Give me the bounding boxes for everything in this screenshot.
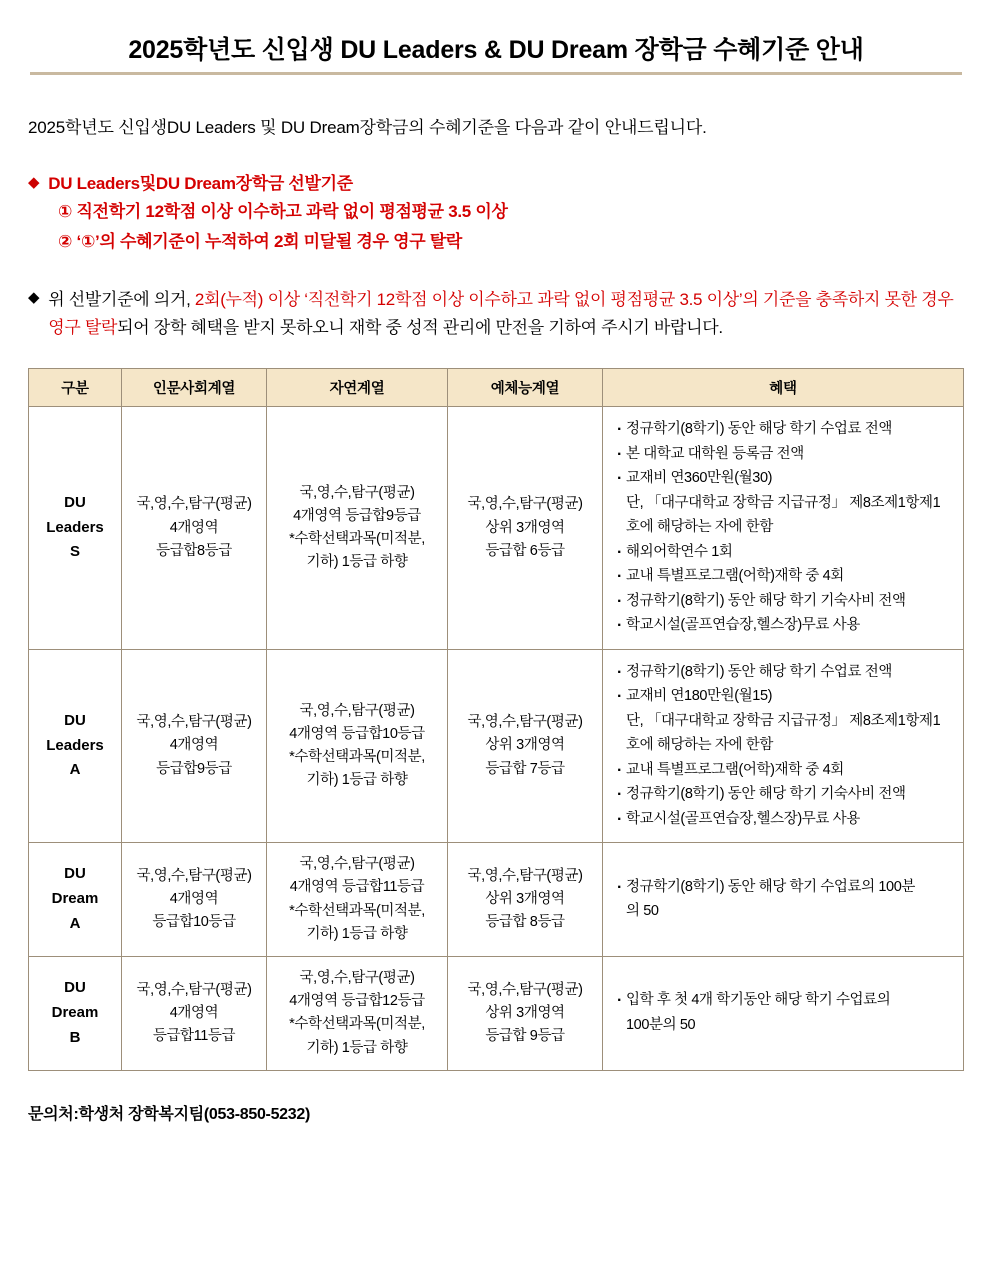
criteria-line: 국,영,수,탐구(평균)	[299, 856, 415, 873]
benefit-item-cont: 호에 해당하는 자에 한함	[626, 519, 773, 536]
table-row	[29, 843, 964, 957]
criteria-line: 국,영,수,탐구(평균)	[299, 484, 415, 501]
benefit-item-cont: 의 50	[626, 903, 659, 920]
benefit-item: · 정규학기(8학기) 동안 해당 학기 기숙사비 전액	[615, 590, 951, 613]
cell-humanities	[122, 843, 267, 957]
table-row	[29, 956, 964, 1070]
criteria-line: 국,영,수,탐구(평균)	[299, 969, 415, 986]
division-line: Dream	[51, 890, 99, 908]
benefit-item-cont: 단, 「대구대학교 장학금 지급규정」 제8조제1항제1	[626, 712, 941, 729]
section2-row	[28, 286, 964, 342]
criteria-line: 4개영역 등급합12등급	[289, 993, 425, 1010]
criteria-line: 국,영,수,탐구(평균)	[136, 714, 252, 731]
cell-arts	[448, 649, 603, 842]
diamond-bullet-icon: ◆	[28, 173, 40, 191]
header-humanities: 인문사회계열	[122, 369, 267, 407]
criteria-line: 국,영,수,탐구(평균)	[136, 867, 252, 884]
criteria-line: 국,영,수,탐구(평균)	[136, 496, 252, 513]
section1-heading: DU Leaders및DU Dream장학금 선발기준	[48, 173, 353, 193]
criteria-line: 국,영,수,탐구(평균)	[136, 981, 252, 998]
cell-natural	[267, 649, 448, 842]
cell-arts	[448, 956, 603, 1070]
division-line: A	[69, 914, 81, 932]
table-row	[29, 407, 964, 649]
benefit-item: · 입학 후 첫 4개 학기동안 해당 학기 수업료의	[615, 989, 951, 1012]
benefit-item-cont: 단, 「대구대학교 장학금 지급규정」 제8조제1항제1	[626, 494, 941, 511]
section2-highlight: 2회(누적) 이상 ‘직전학기 12학점 이상 이수하고 과락 없이 평점평균 3.5 이상’의 기준을 충족하지 못한 경우 영구 탈락	[48, 290, 954, 338]
cell-benefits	[603, 956, 964, 1070]
cell-natural	[267, 843, 448, 957]
division-line: DU	[64, 865, 86, 883]
cell-arts	[448, 843, 603, 957]
cell-division	[29, 843, 122, 957]
section1-item-1: ① 직전학기 12학점 이상 이수하고 과락 없이 평점평균 3.5 이상	[58, 201, 508, 221]
section2-text	[48, 286, 964, 342]
benefit-item: · 학교시설(골프연습장,헬스장)무료 사용	[615, 808, 951, 831]
cell-benefits	[603, 649, 964, 842]
benefit-item: · 교재비 연360만원(월30)	[615, 467, 951, 490]
criteria-line: 국,영,수,탐구(평균)	[467, 496, 583, 513]
section1-heading-row	[28, 171, 964, 197]
criteria-line: 4개영역	[169, 519, 219, 536]
cell-humanities	[122, 407, 267, 649]
contact-footer: 문의처:학생처 장학복지팀(053-850-5232)	[28, 1105, 310, 1123]
title-block	[30, 30, 962, 75]
page-title: 2025학년도 신입생 DU Leaders & DU Dream 장학금 수혜기준 안내	[128, 36, 864, 64]
division-line: A	[69, 761, 81, 779]
criteria-line: 상위 3개영역	[485, 1004, 565, 1021]
cell-humanities	[122, 649, 267, 842]
criteria-line: 등급합11등급	[152, 1027, 236, 1044]
header-division: 구분	[29, 369, 122, 407]
benefit-item: · 정규학기(8학기) 동안 해당 학기 기숙사비 전액	[615, 783, 951, 806]
header-arts: 예체능계열	[448, 369, 603, 407]
criteria-line: 등급합9등급	[156, 760, 232, 777]
benefit-item: · 해외어학연수 1회	[615, 541, 951, 564]
cell-division	[29, 956, 122, 1070]
criteria-line: 4개영역	[169, 737, 219, 754]
benefit-item: · 정규학기(8학기) 동안 해당 학기 수업료 전액	[615, 418, 951, 441]
cell-natural	[267, 407, 448, 649]
cell-arts	[448, 407, 603, 649]
criteria-line: *수학선택과목(미적분,	[289, 1016, 425, 1033]
cell-natural	[267, 956, 448, 1070]
criteria-line: 국,영,수,탐구(평균)	[299, 702, 415, 719]
benefit-item-cont: 100분의 50	[626, 1016, 696, 1033]
section2-part3: 되어 장학 혜택을 받지 못하오니 재학 중 성적 관리에 만전을 기하여 주시기 바랍니다.	[117, 318, 723, 338]
criteria-line: *수학선택과목(미적분,	[289, 902, 425, 919]
cell-division	[29, 407, 122, 649]
benefit-item: · 교내 특별프로그램(어학)재학 중 4회	[615, 565, 951, 588]
division-line: S	[69, 543, 80, 561]
criteria-line: 등급합 7등급	[485, 760, 565, 777]
criteria-line: 상위 3개영역	[485, 737, 565, 754]
intro-paragraph: 2025학년도 신입생DU Leaders 및 DU Dream장학금의 수혜기준을 다음과 같이 안내드립니다.	[28, 118, 707, 137]
section1-item-2: ② ‘①’의 수혜기준이 누적하여 2회 미달될 경우 영구 탈락	[58, 231, 463, 251]
criteria-line: *수학선택과목(미적분,	[289, 531, 425, 548]
table-header-row	[29, 369, 964, 407]
criteria-line: 등급합8등급	[156, 542, 232, 559]
criteria-line: 기하) 1등급 하향	[306, 554, 408, 571]
criteria-line: 4개영역 등급합11등급	[289, 879, 425, 896]
cell-benefits	[603, 843, 964, 957]
division-line: B	[69, 1028, 81, 1046]
division-line: Leaders	[46, 518, 104, 536]
cell-benefits	[603, 407, 964, 649]
criteria-line: 국,영,수,탐구(평균)	[467, 867, 583, 884]
criteria-line: 상위 3개영역	[485, 890, 565, 907]
division-line: DU	[64, 979, 86, 997]
benefit-item: · 정규학기(8학기) 동안 해당 학기 수업료의 100분	[615, 876, 951, 899]
header-benefits: 혜택	[603, 369, 964, 407]
table-row	[29, 649, 964, 842]
criteria-line: 기하) 1등급 하향	[306, 772, 408, 789]
division-line: DU	[64, 711, 86, 729]
criteria-line: 등급합 6등급	[485, 542, 565, 559]
section-disqualification-notice	[28, 286, 964, 342]
criteria-line: 등급합10등급	[152, 914, 236, 931]
section-selection-criteria	[28, 171, 964, 257]
criteria-line: 기하) 1등급 하향	[306, 1039, 408, 1056]
criteria-line: 국,영,수,탐구(평균)	[467, 714, 583, 731]
benefit-item: · 학교시설(골프연습장,헬스장)무료 사용	[615, 614, 951, 637]
cell-humanities	[122, 956, 267, 1070]
benefit-item-cont: 호에 해당하는 자에 한함	[626, 737, 773, 754]
criteria-line: 4개영역 등급합10등급	[289, 725, 425, 742]
benefit-item: · 교재비 연180만원(월15)	[615, 685, 951, 708]
diamond-bullet-icon-2: ◆	[28, 289, 40, 307]
benefit-item: · 정규학기(8학기) 동안 해당 학기 수업료 전액	[615, 661, 951, 684]
scholarship-criteria-table	[28, 368, 964, 1070]
criteria-line: 상위 3개영역	[485, 519, 565, 536]
criteria-line: 등급합 9등급	[485, 1027, 565, 1044]
criteria-line: 4개영역 등급합9등급	[293, 507, 421, 524]
criteria-line: 등급합 8등급	[485, 914, 565, 931]
section2-part1: 위 선발기준에 의거,	[48, 290, 195, 310]
division-line: Leaders	[46, 736, 104, 754]
benefit-item: · 교내 특별프로그램(어학)재학 중 4회	[615, 759, 951, 782]
benefit-item: · 본 대학교 대학원 등록금 전액	[615, 443, 951, 466]
criteria-line: *수학선택과목(미적분,	[289, 748, 425, 765]
criteria-line: 국,영,수,탐구(평균)	[467, 981, 583, 998]
criteria-line: 4개영역	[169, 890, 219, 907]
cell-division	[29, 649, 122, 842]
header-natural: 자연계열	[267, 369, 448, 407]
criteria-line: 기하) 1등급 하향	[306, 925, 408, 942]
division-line: Dream	[51, 1003, 99, 1021]
division-line: DU	[64, 493, 86, 511]
criteria-line: 4개영역	[169, 1004, 219, 1021]
